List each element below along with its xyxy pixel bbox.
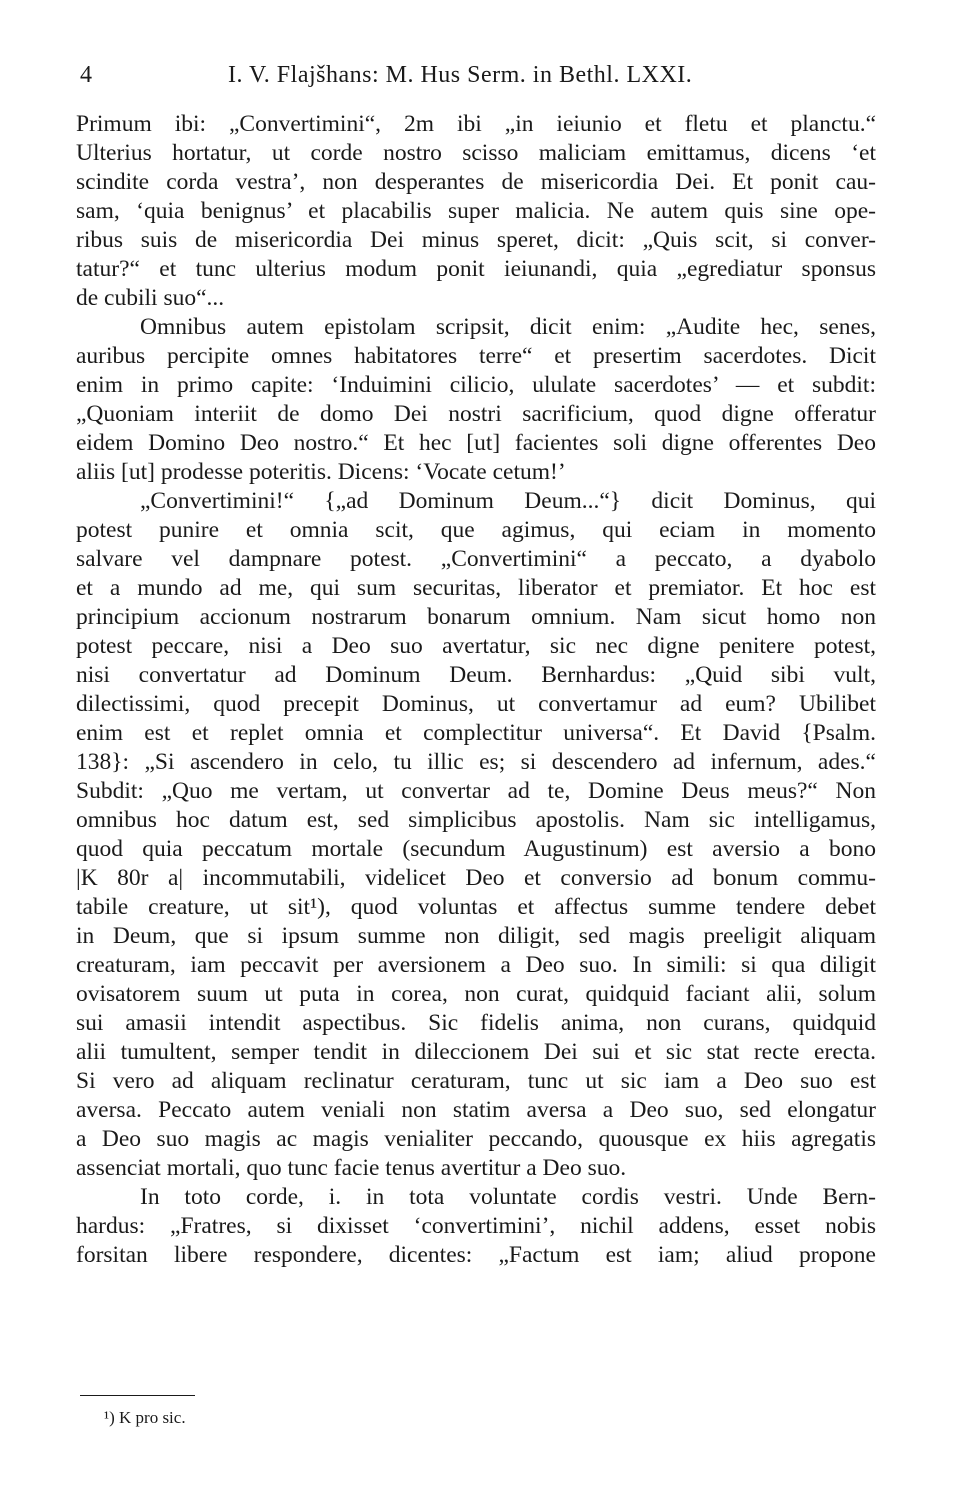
text-line: aliis [ut] prodesse poteritis. Dicens: ‘Vocate cetum!’ [76, 459, 566, 485]
text-line: de cubili suo“... [76, 285, 225, 311]
text-line: |K 80r a| incommutabili, videlicet Deo et conversio ad bonum commu- [76, 865, 876, 891]
text-line: 138}: „Si ascendero in celo, tu illic es; si descendero ad infernum, ades.“ [76, 749, 876, 775]
text-line: In toto corde, i. in tota voluntate cordis vestri. Unde Bern- [140, 1184, 876, 1210]
text-line: Primum ibi: „Convertimini“, 2m ibi „in ieiunio et fletu et planctu.“ [76, 111, 876, 137]
text-line: aversa. Peccato autem veniali non statim aversa a Deo suo, sed elongatur [76, 1097, 876, 1123]
text-line: enim est et replet omnia et complectitur universa“. Et David {Psalm. [76, 720, 876, 746]
text-line: Ulterius hortatur, ut corde nostro scisso maliciam emittamus, dicens ‘et [76, 140, 876, 166]
text-line: a Deo suo magis ac magis venialiter peccando, quousque ex hiis agregatis [76, 1126, 876, 1152]
text-line: et a mundo ad me, qui sum securitas, liberator et premiator. Et hoc est [76, 575, 876, 601]
text-line: Omnibus autem epistolam scripsit, dicit enim: „Audite hec, senes, [140, 314, 876, 340]
footnote-rule [80, 1395, 195, 1396]
text-line: auribus percipite omnes habitatores terre“ et presertim sacerdotes. Dicit [76, 343, 876, 369]
text-line: sui amasii intendit aspectibus. Sic fidelis anima, non curans, quidquid [76, 1010, 876, 1036]
text-line: hardus: „Fratres, si dixisset ‘convertimini’, nichil addens, esset nobis [76, 1213, 876, 1239]
text-line: potest peccare, nisi a Deo suo avertatur, sic nec digne penitere potest, [76, 633, 876, 659]
text-line: tabile creature, ut sit¹), quod voluntas et affectus summe tendere debet [76, 894, 876, 920]
text-line: tatur?“ et tunc ulterius modum ponit ieiunandi, quia „egrediatur sponsus [76, 256, 876, 282]
text-line: alii tumultent, semper tendit in dileccionem Dei sui et sic stat recte erecta. [76, 1039, 876, 1065]
text-line: Subdit: „Quo me vertam, ut convertar ad te, Domine Deus meus?“ Non [76, 778, 876, 804]
running-title: I. V. Flajšhans: M. Hus Serm. in Bethl. LXXI. [228, 62, 693, 88]
text-line: scindite corda vestra’, non desperantes de misericordia Dei. Et ponit cau- [76, 169, 876, 195]
text-line: quod quia peccatum mortale (secundum Augustinum) est aversio a bono [76, 836, 876, 862]
text-line: Si vero ad aliquam reclinatur ceraturam, tunc ut sic iam a Deo suo est [76, 1068, 876, 1094]
text-line: forsitan libere respondere, dicentes: „Factum est iam; aliud propone [76, 1242, 876, 1268]
page-header [80, 62, 880, 98]
text-line: omnibus hoc datum est, sed simplicibus apostolis. Nam sic intelligamus, [76, 807, 876, 833]
page-number: 4 [80, 62, 93, 88]
text-line: sam, ‘quia benignus’ et placabilis super malicia. Ne autem quis sine ope- [76, 198, 876, 224]
text-line: ribus suis de misericordia Dei minus speret, dicit: „Quis scit, si conver- [76, 227, 876, 253]
text-line: in Deum, que si ipsum summe non diligit, sed magis preeligit aliquam [76, 923, 876, 949]
text-line: creaturam, iam peccavit per aversionem a Deo suo. In simili: si qua diligit [76, 952, 876, 978]
text-line: „Quoniam interiit de domo Dei nostri sacrificium, quod digne offeratur [76, 401, 876, 427]
text-line: dilectissimi, quod precepit Dominus, ut convertamur ad eum? Ubilibet [76, 691, 876, 717]
text-line: salvare vel dampnare potest. „Convertimini“ a peccato, a dyabolo [76, 546, 876, 572]
text-line: eidem Domino Deo nostro.“ Et hec [ut] facientes soli digne offerentes Deo [76, 430, 876, 456]
text-line: assenciat mortali, quo tunc facie tenus avertitur a Deo suo. [76, 1155, 627, 1181]
text-line: ovisatorem suum ut puta in corea, non curat, quidquid faciant alii, solum [76, 981, 876, 1007]
body-text [76, 110, 876, 1270]
text-line: potest punire et omnia scit, que agimus, qui eciam in momento [76, 517, 876, 543]
text-line: principium accionum nostrarum bonarum omnium. Nam sicut homo non [76, 604, 876, 630]
footnote: ¹) K pro sic. [104, 1408, 186, 1427]
text-line: nisi convertatur ad Dominum Deum. Bernhardus: „Quid sibi vult, [76, 662, 876, 688]
text-line: enim in primo capite: ‘Induimini cilicio, ululate sacerdotes’ — et subdit: [76, 372, 876, 398]
text-line: „Convertimini!“ {„ad Dominum Deum...“} dicit Dominus, qui [140, 488, 876, 514]
